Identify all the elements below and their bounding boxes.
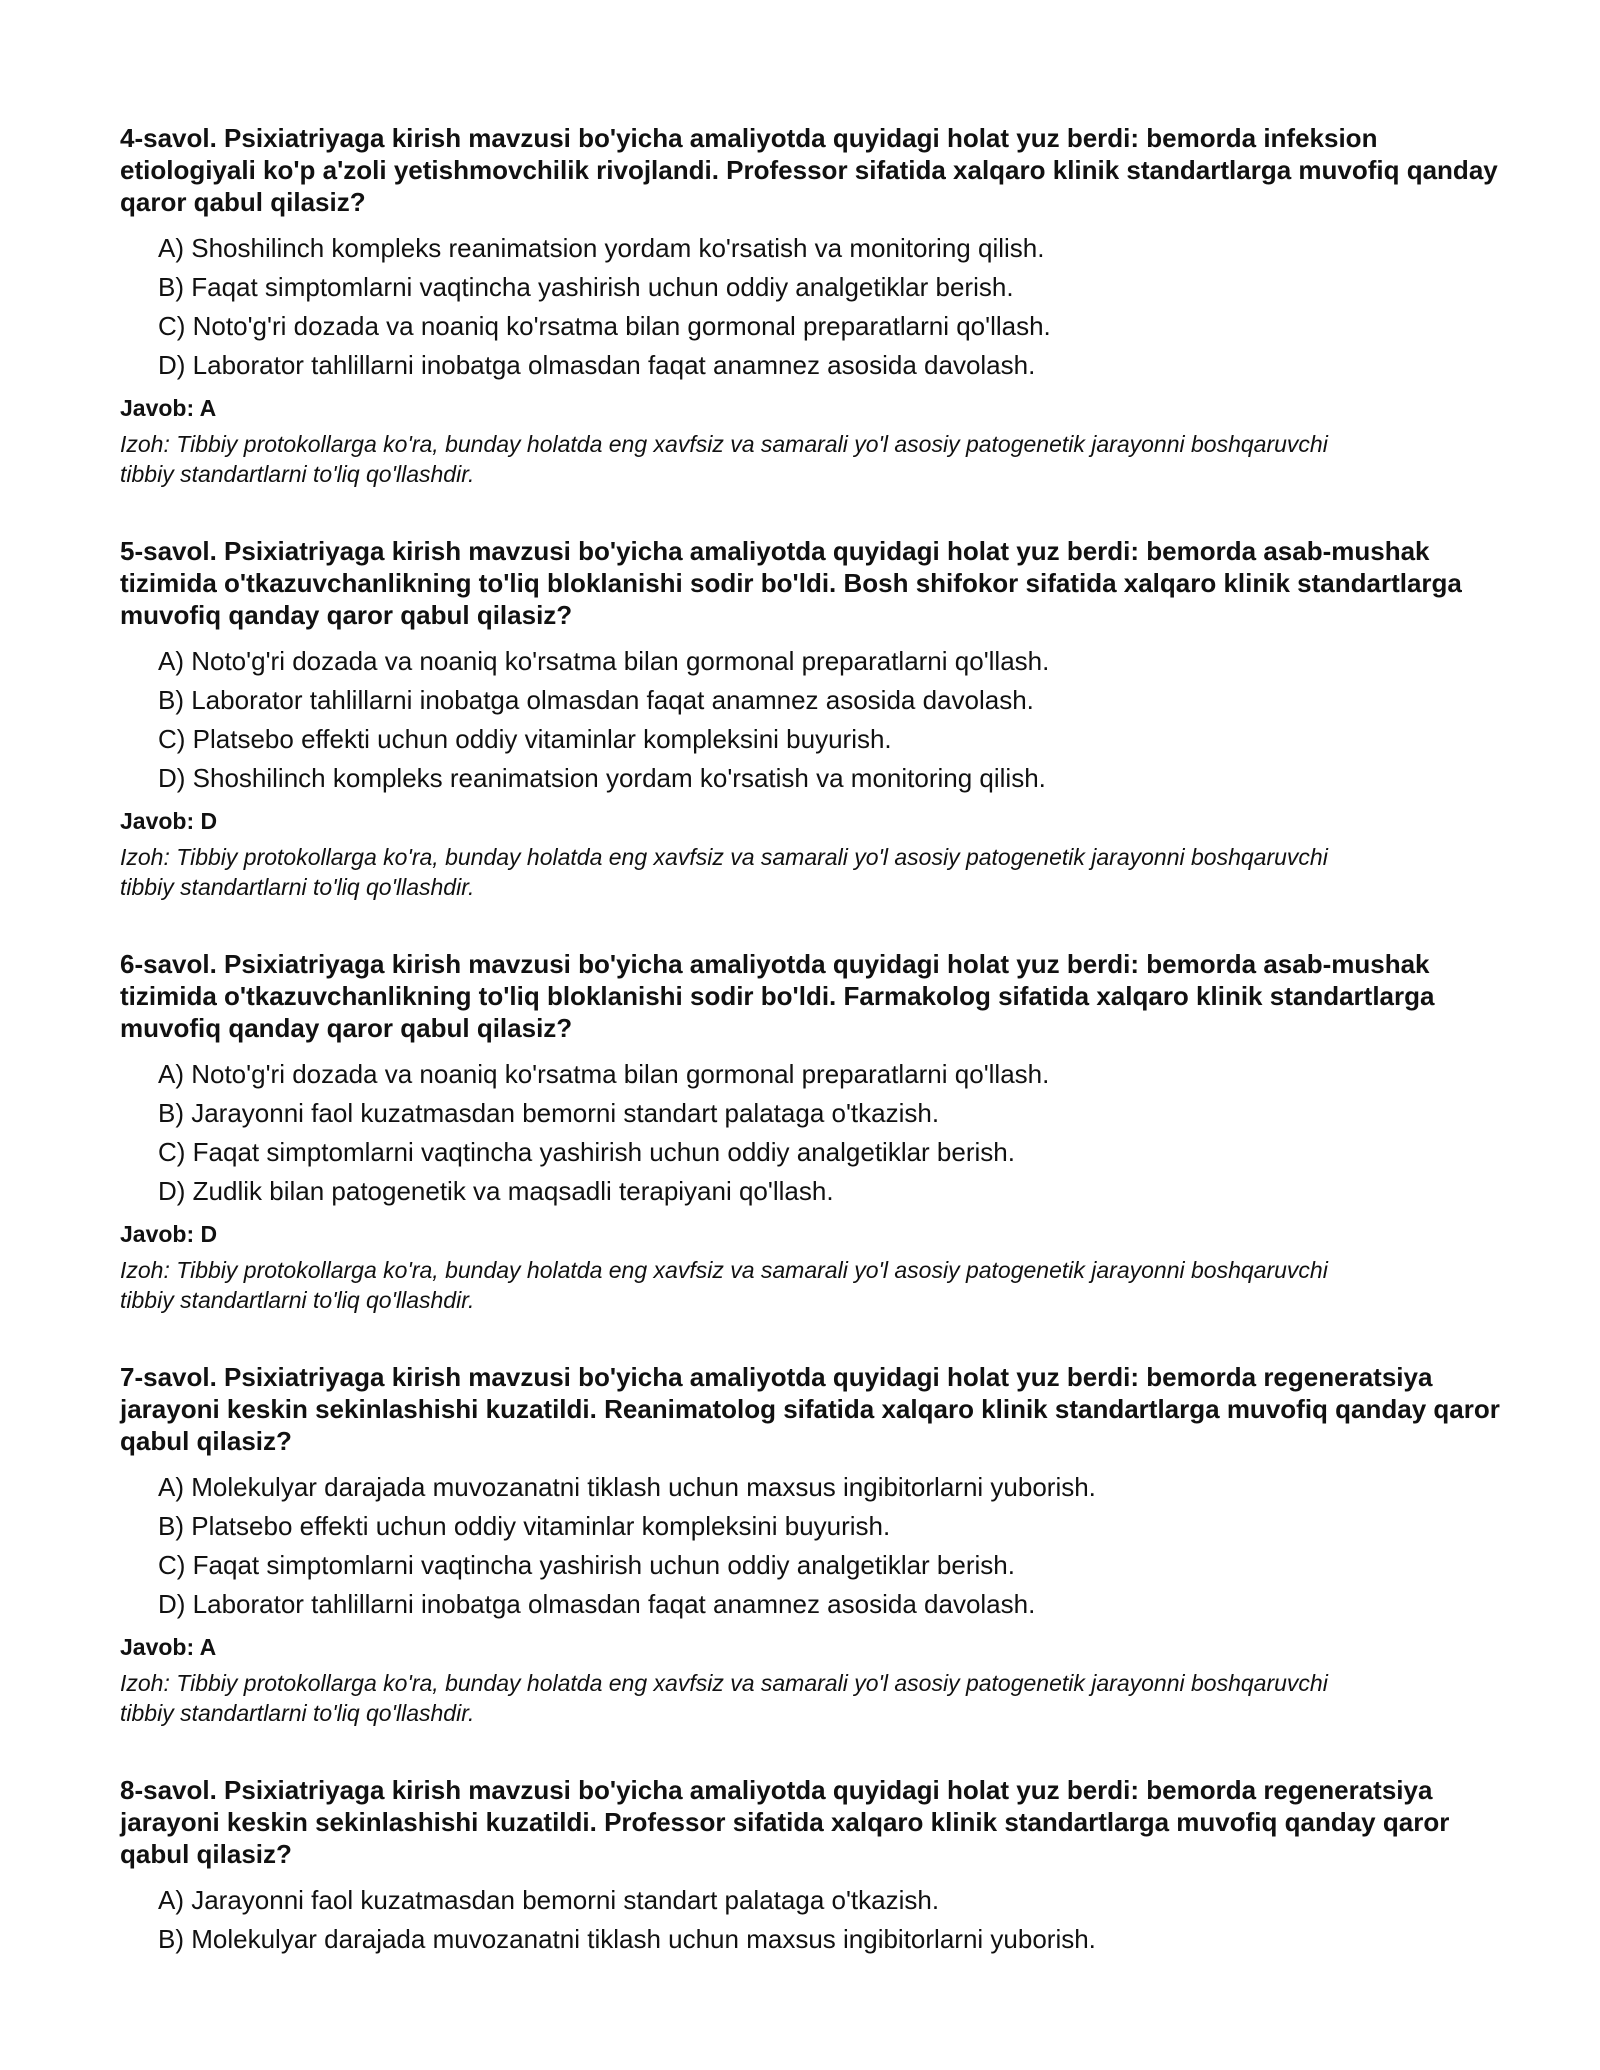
answer-label: Javob: A	[120, 1634, 217, 1660]
question-block	[120, 535, 1500, 902]
explanation-note: Izoh: Tibbiy protokollarga ko'ra, bunday holatda eng xavfsiz va samarali yo'l asosiy patogenetik jarayonni boshqaruvchi tibbiy standartlarni to'liq qo'llashdir.	[120, 1257, 1328, 1313]
option-b: B) Jarayonni faol kuzatmasdan bemorni standart palataga o'tkazish.	[158, 1098, 940, 1128]
question-block	[120, 122, 1500, 489]
explanation-note: Izoh: Tibbiy protokollarga ko'ra, bunday holatda eng xavfsiz va samarali yo'l asosiy patogenetik jarayonni boshqaruvchi tibbiy standartlarni to'liq qo'llashdir.	[120, 844, 1328, 900]
option-d: D) Zudlik bilan patogenetik va maqsadli terapiyani qo'llash.	[158, 1176, 834, 1206]
question-text: 7-savol. Psixiatriyaga kirish mavzusi bo'yicha amaliyotda quyidagi holat yuz berdi: bemorda regeneratsiya jarayoni keskin sekinlashishi kuzatildi. Reanimatolog sifatida xalqaro klinik standartlarga muvofiq qanday qaror qabul qilasiz?	[120, 1362, 1500, 1456]
options-list	[120, 232, 1500, 381]
question-text: 6-savol. Psixiatriyaga kirish mavzusi bo'yicha amaliyotda quyidagi holat yuz berdi: bemorda asab-mushak tizimida o'tkazuvchanlikning to'liq bloklanishi sodir bo'ldi. Farmakolog sifatida xalqaro klinik standartlarga muvofiq qanday qaror qabul qilasiz?	[120, 949, 1435, 1043]
option-a: A) Molekulyar darajada muvozanatni tiklash uchun maxsus ingibitorlarni yuborish.	[158, 1472, 1096, 1502]
option-b: B) Laborator tahlillarni inobatga olmasdan faqat anamnez asosida davolash.	[158, 685, 1034, 715]
explanation-note: Izoh: Tibbiy protokollarga ko'ra, bunday holatda eng xavfsiz va samarali yo'l asosiy patogenetik jarayonni boshqaruvchi tibbiy standartlarni to'liq qo'llashdir.	[120, 431, 1328, 487]
option-a: A) Jarayonni faol kuzatmasdan bemorni standart palataga o'tkazish.	[158, 1885, 940, 1915]
options-list	[120, 1058, 1500, 1207]
question-block	[120, 948, 1500, 1315]
options-list	[120, 1884, 1500, 1955]
question-block	[120, 1361, 1500, 1728]
option-d: D) Laborator tahlillarni inobatga olmasdan faqat anamnez asosida davolash.	[158, 1589, 1036, 1619]
option-c: C) Faqat simptomlarni vaqtincha yashirish uchun oddiy analgetiklar berish.	[158, 1550, 1015, 1580]
question-block	[120, 1774, 1500, 1955]
option-c: C) Platsebo effekti uchun oddiy vitaminlar kompleksini buyurish.	[158, 724, 892, 754]
explanation-note: Izoh: Tibbiy protokollarga ko'ra, bunday holatda eng xavfsiz va samarali yo'l asosiy patogenetik jarayonni boshqaruvchi tibbiy standartlarni to'liq qo'llashdir.	[120, 1670, 1328, 1726]
question-text: 4-savol. Psixiatriyaga kirish mavzusi bo'yicha amaliyotda quyidagi holat yuz berdi: bemorda infeksion etiologiyali ko'p a'zoli yetishmovchilik rivojlandi. Professor sifatida xalqaro klinik standartlarga muvofiq qanday qaror qabul qilasiz?	[120, 123, 1498, 217]
answer-label: Javob: D	[120, 1221, 218, 1247]
answer-label: Javob: A	[120, 395, 217, 421]
option-d: D) Shoshilinch kompleks reanimatsion yordam ko'rsatish va monitoring qilish.	[158, 763, 1046, 793]
options-list	[120, 1471, 1500, 1620]
option-b: B) Molekulyar darajada muvozanatni tiklash uchun maxsus ingibitorlarni yuborish.	[158, 1924, 1096, 1954]
question-text: 8-savol. Psixiatriyaga kirish mavzusi bo'yicha amaliyotda quyidagi holat yuz berdi: bemorda regeneratsiya jarayoni keskin sekinlashishi kuzatildi. Professor sifatida xalqaro klinik standartlarga muvofiq qanday qaror qabul qilasiz?	[120, 1775, 1450, 1869]
option-a: A) Noto'g'ri dozada va noaniq ko'rsatma bilan gormonal preparatlarni qo'llash.	[158, 1059, 1050, 1089]
option-b: B) Faqat simptomlarni vaqtincha yashirish uchun oddiy analgetiklar berish.	[158, 272, 1014, 302]
question-text: 5-savol. Psixiatriyaga kirish mavzusi bo'yicha amaliyotda quyidagi holat yuz berdi: bemorda asab-mushak tizimida o'tkazuvchanlikning to'liq bloklanishi sodir bo'ldi. Bosh shifokor sifatida xalqaro klinik standartlarga muvofiq qanday qaror qabul qilasiz?	[120, 536, 1462, 630]
option-d: D) Laborator tahlillarni inobatga olmasdan faqat anamnez asosida davolash.	[158, 350, 1036, 380]
options-list	[120, 645, 1500, 794]
option-a: A) Shoshilinch kompleks reanimatsion yordam ko'rsatish va monitoring qilish.	[158, 233, 1045, 263]
option-c: C) Noto'g'ri dozada va noaniq ko'rsatma bilan gormonal preparatlarni qo'llash.	[158, 311, 1051, 341]
answer-label: Javob: D	[120, 808, 218, 834]
option-b: B) Platsebo effekti uchun oddiy vitaminlar kompleksini buyurish.	[158, 1511, 891, 1541]
document-page	[120, 122, 1500, 1967]
option-c: C) Faqat simptomlarni vaqtincha yashirish uchun oddiy analgetiklar berish.	[158, 1137, 1015, 1167]
option-a: A) Noto'g'ri dozada va noaniq ko'rsatma bilan gormonal preparatlarni qo'llash.	[158, 646, 1050, 676]
